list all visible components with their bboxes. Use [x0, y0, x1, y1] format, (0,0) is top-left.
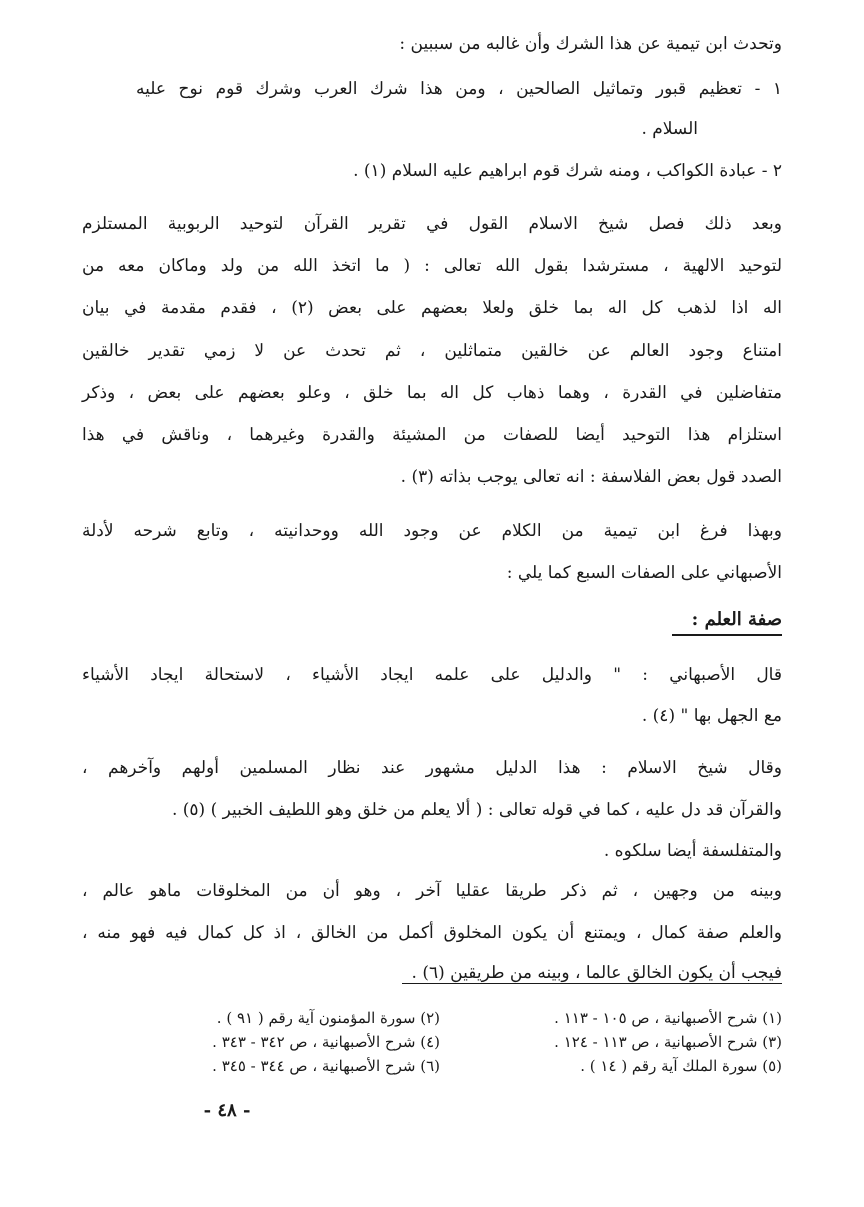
body-line: استلزام هذا التوحيد أيضا للصفات من المشيئة والقدرة وغيرهما ، وناقش في هذا [82, 425, 782, 445]
body-line: الصدد قول بعض الفلاسفة : انه تعالى يوجب بذاته (٣) . [400, 467, 782, 487]
footnote: (٦) شرح الأصبهانية ، ص ٣٤٤ - ٣٤٥ . [212, 1057, 440, 1075]
body-line: وتحدث ابن تيمية عن هذا الشرك وأن غالبه من سببين : [399, 34, 782, 54]
body-line: متفاضلين في القدرة ، وهما ذهاب كل اله بما خلق ، وعلو بعضهم على بعض ، وذكر [82, 383, 782, 403]
body-line: قال الأصبهاني : " والدليل على علمه ايجاد الأشياء ، لاستحالة ايجاد الأشياء [82, 665, 782, 685]
body-line: والمتفلسفة أيضا سلكوه . [603, 841, 782, 861]
body-line: مع الجهل بها " (٤) . [641, 706, 782, 726]
footnote: (٢) سورة المؤمنون آية رقم ( ٩١ ) . [216, 1009, 440, 1027]
body-line: فيجب أن يكون الخالق عالما ، وبينه من طريقين (٦) . [411, 963, 782, 983]
footnote: (٥) سورة الملك آية رقم ( ١٤ ) . [580, 1057, 782, 1075]
body-line: لتوحيد الالهية ، مسترشدا بقول الله تعالى : ( ما اتخذ الله من ولد وماكان معه من [82, 256, 782, 276]
footnote-separator [402, 983, 782, 984]
body-line: وبهذا فرغ ابن تيمية من الكلام عن وجود الله ووحدانيته ، وتابع شرحه لأدلة [82, 521, 782, 541]
body-line: ١ - تعظيم قبور وتماثيل الصالحين ، ومن هذا شرك العرب وشرك قوم نوح عليه [136, 79, 782, 99]
section-heading: صفة العلم : [672, 608, 782, 636]
body-line: اله اذا لذهب كل اله بما خلق ولعلا بعضهم على بعض (٢) ، فقدم مقدمة في بيان [82, 298, 782, 318]
body-line: والعلم صفة كمال ، ويمتنع أن يكون المخلوق أكمل من الخالق ، اذ كل كمال فيه فهو منه ، [82, 923, 782, 943]
body-line: والقرآن قد دل عليه ، كما في قوله تعالى : ( ألا يعلم من خلق وهو اللطيف الخبير ) (٥) . [171, 800, 782, 820]
body-line: وبعد ذلك فصل شيخ الاسلام القول في تقرير القرآن لتوحيد الربوبية المستلزم [82, 214, 782, 234]
body-line: وبينه من وجهين ، ثم ذكر طريقا عقليا آخر ، وهو أن من المخلوقات ماهو عالم ، [82, 881, 782, 901]
body-line: امتناع وجود العالم عن خالقين متماثلين ، ثم تحدث عن لا زمي تقدير خالقين [82, 341, 782, 361]
body-line: الأصبهاني على الصفات السبع كما يلي : [506, 563, 782, 583]
body-line: ٢ - عبادة الكواكب ، ومنه شرك قوم ابراهيم عليه السلام (١) . [353, 161, 782, 181]
body-line: السلام . [641, 119, 698, 139]
footnote: (١) شرح الأصبهانية ، ص ١٠٥ - ١١٣ . [554, 1009, 782, 1027]
footnote: (٤) شرح الأصبهانية ، ص ٣٤٢ - ٣٤٣ . [212, 1033, 440, 1051]
page-number: - ٤٨ - [203, 1100, 251, 1121]
footnote: (٣) شرح الأصبهانية ، ص ١١٣ - ١٢٤ . [554, 1033, 782, 1051]
body-line: وقال شيخ الاسلام : هذا الدليل مشهور عند نظار المسلمين أولهم وآخرهم ، [82, 758, 782, 778]
